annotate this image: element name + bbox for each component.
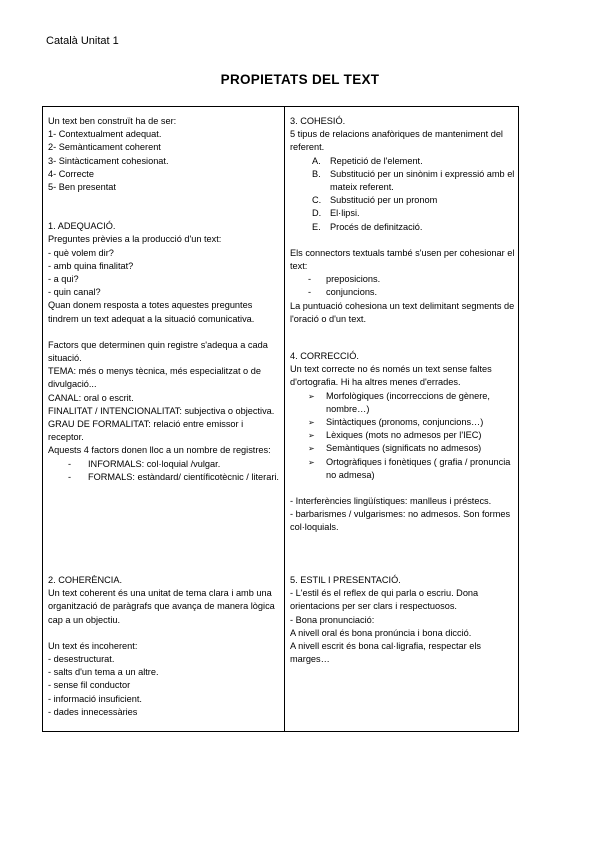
factors-line: Factors que determinen quin registre s'adequa a cada situació. (48, 339, 268, 364)
list-item: - preposicions. (308, 274, 381, 285)
connectors-intro: Els connectors textuals també s'usen per cohesionar el text: (290, 247, 515, 272)
list-item: C. Substitució per un pronom (312, 195, 438, 206)
list-item: B. Substitució per un sinònim i expressió amb el mateix referent. (312, 168, 515, 193)
adequacio-line: Quan donem resposta a totes aquestes preguntes tindrem un text adequat a la situació comunicativa. (48, 300, 255, 324)
list-item: ➢ Ortogràfiques i fonètiques ( grafia / pronuncia no admesa) (308, 456, 511, 480)
list-item: ➢ Semàntiques (significats no admesos) (290, 442, 516, 455)
list-item: - conjuncions. (308, 287, 378, 298)
errades-list (290, 390, 516, 482)
estil-line: - Bona pronunciació: (290, 614, 375, 625)
adequacio-line: - quin canal? (48, 287, 101, 298)
section-heading-adequacio: 1. ADEQUACIÓ. (48, 221, 116, 232)
arrow-bullet-icon: ➢ (308, 418, 315, 428)
correccio-extra: - Interferències lingüístiques: manlleus i préstecs. (290, 496, 492, 507)
factors-line: TEMA: més o menys tècnica, més especialitzat o de divulgació... (48, 366, 261, 390)
page-title: PROPIETATS DEL TEXT (220, 72, 380, 87)
factors-line: GRAU DE FORMALITAT: relació entre emissor i receptor. (48, 419, 244, 443)
list-item: - desestructurat. (48, 654, 115, 665)
list-item: - INFORMALS: col·loquial /vulgar. (68, 458, 221, 469)
right-cell-correccio (290, 350, 516, 535)
factors-line: FINALITAT / INTENCIONALITAT: subjectiva o objectiva. (48, 405, 275, 416)
adequacio-line: Preguntes prèvies a la producció d'un text: (48, 234, 222, 245)
list-item: - informació insuficient. (48, 693, 142, 704)
section-heading-coherencia: 2. COHERÈNCIA. (48, 575, 123, 585)
right-cell-cohesio (290, 115, 516, 326)
estil-line: - L'estil és el reflex de qui parla o escriu. Dona orientacions per ser clars i respectuosos. (290, 588, 479, 612)
list-item: - salts d'un tema a un altre. (48, 667, 159, 678)
factors-line: Aquests 4 factors donen lloc a un nombre de registres: (48, 445, 271, 456)
intro-line: 1- Contextualment adequat. (48, 129, 162, 140)
factors-line: CANAL: oral o escrit. (48, 392, 134, 403)
left-cell-coherencia (48, 574, 280, 719)
adequacio-line: - què volem dir? (48, 247, 114, 258)
incoherent-intro: Un text és incoherent: (48, 640, 138, 651)
correccio-intro: Un text correcte no és només un text sense faltes d'ortografia. Hi ha altres menes d'errades. (290, 364, 492, 388)
column-divider (284, 106, 285, 732)
left-cell-intro (48, 115, 280, 484)
list-item: ➢ Sintàctiques (pronoms, conjuncions…) (290, 416, 516, 429)
intro-line: Un text ben construït ha de ser: (48, 116, 177, 126)
registres-list (48, 458, 280, 484)
coherencia-line: Un text coherent és una unitat de tema clara i amb una organització de paràgrafs que avança de manera lògica cap a un objectiu. (48, 588, 275, 625)
intro-line: 4- Correcte (48, 168, 94, 179)
list-item: - FORMALS: estàndard/ científicotècnic / literari. (68, 471, 279, 482)
list-item: E. Procés de definització. (312, 221, 423, 232)
estil-line: A nivell escrit és bona cal·ligrafia, respectar els marges… (290, 641, 481, 665)
document-header: Català Unitat 1 (46, 35, 119, 47)
section-heading-correccio: 4. CORRECCIÓ. (290, 351, 359, 361)
adequacio-line: - amb quina finalitat? (48, 260, 134, 271)
puntuacio-line: La puntuació cohesiona un text delimitant segments de l'oració o d'un text. (290, 300, 515, 324)
section-heading-estil: 5. ESTIL I PRESENTACIÓ. (290, 575, 401, 585)
arrow-bullet-icon: ➢ (308, 444, 315, 454)
list-item: A. Repetició de l'element. (312, 155, 423, 166)
adequacio-line: - a qui? (48, 274, 79, 285)
section-heading-cohesio: 3. COHESIÓ. (290, 116, 346, 126)
arrow-bullet-icon: ➢ (308, 431, 315, 441)
arrow-bullet-icon: ➢ (308, 391, 315, 401)
intro-line: 3- Sintàcticament cohesionat. (48, 155, 169, 166)
estil-line: A nivell oral és bona pronúncia i bona dicció. (290, 627, 472, 638)
list-item: ➢ Lèxiques (mots no admesos per l'IEC) (290, 429, 516, 442)
right-cell-estil (290, 574, 516, 666)
correccio-extra: - barbarismes / vulgarismes: no admesos. Son formes col·loquials. (290, 509, 511, 533)
list-item: - dades innecessàries (48, 706, 138, 717)
cohesio-types-list (290, 155, 516, 234)
arrow-bullet-icon: ➢ (308, 457, 315, 467)
connectors-list (290, 273, 516, 299)
list-item: - sense fil conductor (48, 680, 131, 691)
intro-line: 2- Semànticament coherent (48, 142, 161, 153)
cohesio-intro: 5 tipus de relacions anafòriques de manteniment del referent. (290, 129, 503, 153)
list-item: ➢ Morfològiques (incorreccions de gènere, nombre…) (308, 390, 490, 414)
list-item: D. El·lipsi. (312, 208, 360, 219)
intro-line: 5- Ben presentat (48, 182, 116, 193)
